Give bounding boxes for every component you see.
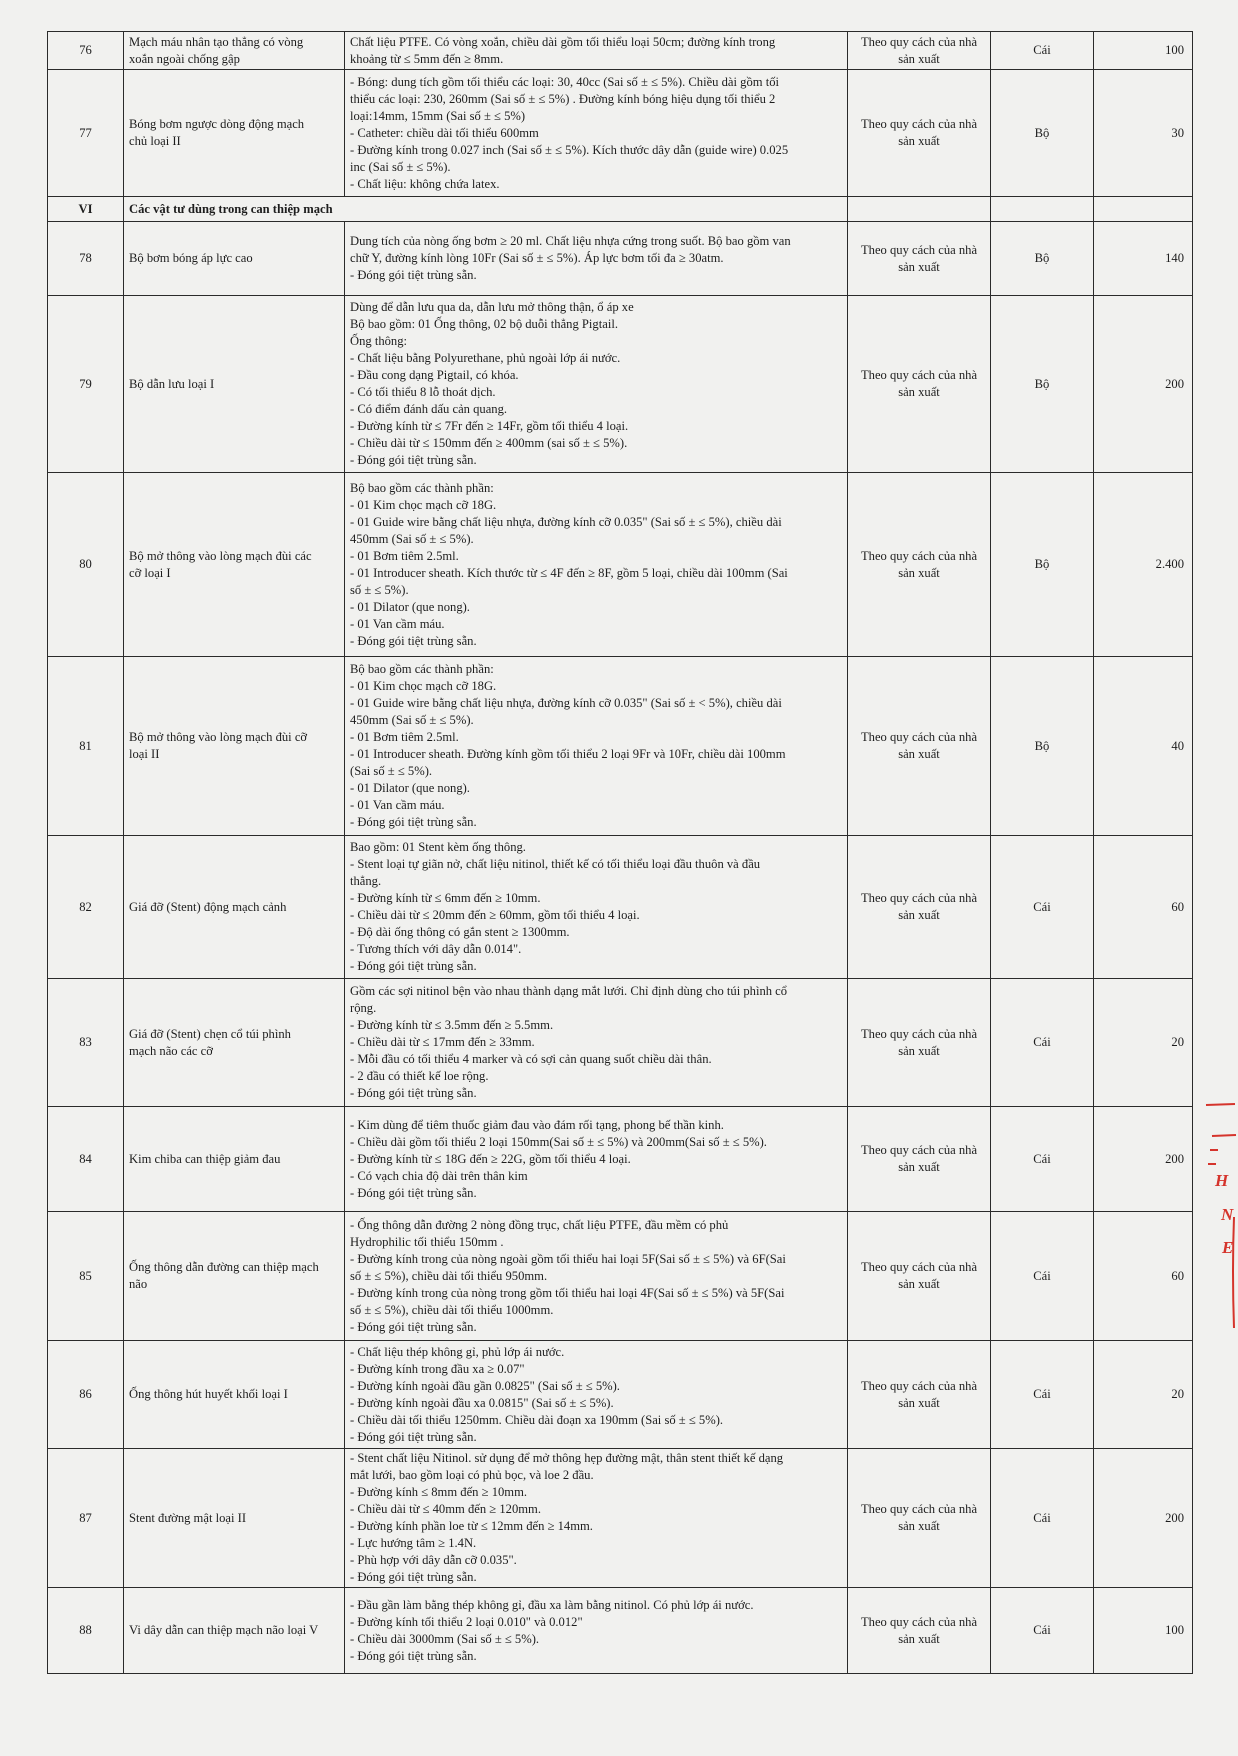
item-unit: Cái <box>991 1588 1094 1674</box>
item-number: 82 <box>48 836 124 979</box>
specification-line: - Chất liệu thép không gỉ, phủ lớp ái nước. <box>350 1344 565 1359</box>
item-name-line: Ống thông dẫn đường can thiệp mạch <box>129 1260 319 1274</box>
specification-line: - Phù hợp với dây dẫn cỡ 0.035". <box>350 1553 517 1567</box>
specification-line: - 01 Bơm tiêm 2.5ml. <box>350 548 459 563</box>
items-table-body <box>48 32 1193 1674</box>
specification-line: - Chiều dài 3000mm (Sai số ± ≤ 5%). <box>350 1631 540 1646</box>
manufacturer-spec-line: Theo quy cách của nhà <box>860 1502 978 1516</box>
specification-line: - Độ dài ống thông có gắn stent ≥ 1300mm. <box>350 925 570 939</box>
item-unit: Bộ <box>991 657 1094 836</box>
manufacturer-spec-line: sản xuất <box>898 1277 940 1291</box>
item-specification <box>345 473 848 657</box>
item-quantity: 100 <box>1094 1588 1193 1674</box>
item-name <box>124 296 345 473</box>
item-specification <box>345 70 848 197</box>
specification-line: - Stent loại tự giãn nở, chất liệu nitinol, thiết kế có tối thiểu loại đầu thuôn và đầu <box>350 857 761 871</box>
table-row <box>48 1588 1193 1674</box>
specification-line: - Đường kính từ ≤ 18G đến ≥ 22G, gồm tối thiểu 4 loại. <box>350 1151 631 1166</box>
table-row <box>48 836 1193 979</box>
item-specification <box>345 32 848 70</box>
item-name <box>124 70 345 197</box>
manufacturer-spec-line: Theo quy cách của nhà <box>860 242 978 257</box>
manufacturer-spec-line: sản xuất <box>898 1043 940 1058</box>
item-quantity: 60 <box>1094 1212 1193 1341</box>
specification-line: chữ Y, đường kính lòng 10Fr (Sai số ± ≤ 5%). Áp lực bơm tối đa ≥ 30atm. <box>350 251 724 265</box>
specification-line: - 01 Van cầm máu. <box>350 616 445 631</box>
specification-line: - Có tối thiểu 8 lỗ thoát dịch. <box>350 385 496 399</box>
specification-line: - Đường kính ngoài đầu xa 0.0815" (Sai số ± ≤ 5%). <box>350 1395 614 1410</box>
item-unit: Bộ <box>991 70 1094 197</box>
stamp-stroke <box>1212 1135 1236 1136</box>
item-name-line: Vi dây dẫn can thiệp mạch não loại V <box>129 1623 319 1637</box>
specification-line: số ± ≤ 5%), chiều dài tối thiểu 1000mm. <box>350 1302 554 1317</box>
item-quantity: 200 <box>1094 296 1193 473</box>
specification-line: - Đóng gói tiệt trùng sẵn. <box>350 1086 477 1100</box>
specification-line: - 01 Introducer sheath. Đường kính gồm tối thiểu 2 loại 9Fr và 10Fr, chiều dài 100mm <box>350 747 786 761</box>
table-row <box>48 222 1193 296</box>
item-specification <box>345 296 848 473</box>
specification-line: thẳng. <box>350 874 382 888</box>
item-number: 87 <box>48 1449 124 1588</box>
stamp-letter: N <box>1221 1205 1234 1224</box>
item-name-line: chủ loại II <box>129 134 181 148</box>
manufacturer-spec-line: Theo quy cách của nhà <box>860 548 978 563</box>
item-name <box>124 1449 345 1588</box>
item-specification <box>345 1212 848 1341</box>
manufacturer-spec-line: sản xuất <box>898 1395 940 1410</box>
specification-line: 450mm (Sai số ± ≤ 5%). <box>350 713 474 727</box>
specification-line: - Đầu gần làm bằng thép không gỉ, đầu xa làm bằng nitinol. Có phủ lớp ái nước. <box>350 1597 754 1612</box>
specification-line: inc (Sai số ± ≤ 5%). <box>350 159 451 174</box>
manufacturer-spec-line: sản xuất <box>898 385 940 399</box>
item-name-line: Giá đỡ (Stent) chẹn cổ túi phình <box>129 1026 291 1041</box>
item-name-line: Ống thông hút huyết khối loại I <box>129 1387 288 1401</box>
specification-line: - 01 Guide wire bằng chất liệu nhựa, đường kính cỡ 0.035" (Sai số ± ≤ 5%), chiều dài <box>350 514 782 529</box>
item-quantity: 2.400 <box>1094 473 1193 657</box>
manufacturer-spec <box>848 1212 991 1341</box>
specification-line: Chất liệu PTFE. Có vòng xoắn, chiều dài gồm tối thiểu loại 50cm; đường kính trong <box>350 34 776 49</box>
specification-line: - Đường kính trong của nòng ngoài gồm tối thiểu hai loại 5F(Sai số ± ≤ 5%) và 6F(Sai <box>350 1251 786 1266</box>
item-name-line: loại II <box>129 747 160 761</box>
specification-line: Bộ bao gồm các thành phần: <box>350 662 494 676</box>
specification-line: - Đóng gói tiệt trùng sẵn. <box>350 1570 477 1584</box>
specification-line: Bộ bao gồm: 01 Ống thông, 02 bộ duỗi thẳng Pigtail. <box>350 317 618 331</box>
specification-line: - Có điểm đánh dấu cản quang. <box>350 402 508 416</box>
specification-line: - 01 Guide wire bằng chất liệu nhựa, đường kính cỡ 0.035" (Sai số ± < 5%), chiều dài <box>350 696 782 710</box>
item-number: 88 <box>48 1588 124 1674</box>
specification-line: - Chất liệu bằng Polyurethane, phủ ngoài lớp ái nước. <box>350 351 621 365</box>
specification-line: - Đóng gói tiệt trùng sẵn. <box>350 815 477 829</box>
specification-line: rộng. <box>350 1001 377 1015</box>
specification-line: - Đường kính trong 0.027 inch (Sai số ± ≤ 5%). Kích thước dây dẫn (guide wire) 0.025 <box>350 142 789 157</box>
manufacturer-spec-line: Theo quy cách của nhà <box>860 730 978 744</box>
item-specification <box>345 1341 848 1449</box>
item-unit: Cái <box>991 1449 1094 1588</box>
item-name-line: Giá đỡ (Stent) động mạch cảnh <box>129 899 287 914</box>
item-unit: Cái <box>991 1212 1094 1341</box>
item-specification <box>345 1449 848 1588</box>
item-unit: Bộ <box>991 296 1094 473</box>
table-row <box>48 657 1193 836</box>
table-row <box>48 1212 1193 1341</box>
red-stamp-fragment <box>1198 1090 1238 1340</box>
item-name-line: Stent đường mật loại II <box>129 1510 247 1525</box>
item-name-line: Bộ bơm bóng áp lực cao <box>129 251 253 265</box>
item-name <box>124 473 345 657</box>
specification-line: Ống thông: <box>350 334 408 348</box>
item-number: 80 <box>48 473 124 657</box>
manufacturer-spec-line: sản xuất <box>898 747 940 761</box>
item-number: 78 <box>48 222 124 296</box>
specification-line: (Sai số ± ≤ 5%). <box>350 764 433 778</box>
specification-line: - Đóng gói tiệt trùng sẵn. <box>350 453 477 467</box>
manufacturer-spec <box>848 473 991 657</box>
specification-line: Dùng để dẫn lưu qua da, dẫn lưu mở thông thận, ổ áp xe <box>350 300 634 314</box>
manufacturer-spec <box>848 979 991 1107</box>
item-specification <box>345 1107 848 1212</box>
manufacturer-spec-line: Theo quy cách của nhà <box>860 1260 978 1274</box>
manufacturer-spec-line: sản xuất <box>898 1519 940 1533</box>
item-quantity: 20 <box>1094 1341 1193 1449</box>
specification-line: - 01 Van cầm máu. <box>350 798 445 812</box>
manufacturer-spec-line: sản xuất <box>898 51 940 66</box>
specification-line: - Đóng gói tiệt trùng sẵn. <box>350 1185 477 1200</box>
item-name <box>124 1212 345 1341</box>
item-quantity: 60 <box>1094 836 1193 979</box>
specification-line: - Chiều dài gồm tối thiểu 2 loại 150mm(Sai số ± ≤ 5%) và 200mm(Sai số ± ≤ 5%). <box>350 1134 767 1149</box>
item-number: 76 <box>48 32 124 70</box>
item-name-line: Bộ dẫn lưu loại I <box>129 376 215 391</box>
table-row <box>48 296 1193 473</box>
specification-line: - Đường kính phần loe từ ≤ 12mm đến ≥ 14mm. <box>350 1519 593 1533</box>
item-name <box>124 1341 345 1449</box>
manufacturer-spec <box>848 70 991 197</box>
item-name-line: não <box>129 1277 148 1291</box>
item-name <box>124 1107 345 1212</box>
item-specification <box>345 657 848 836</box>
empty-cell <box>848 197 991 222</box>
item-quantity: 140 <box>1094 222 1193 296</box>
item-name-line: Bộ mở thông vào lòng mạch đùi các <box>129 548 312 563</box>
item-unit: Cái <box>991 979 1094 1107</box>
specification-line: - Mỗi đầu có tối thiểu 4 marker và có sợi cản quang suốt chiều dài thân. <box>350 1052 712 1066</box>
specification-line: - 01 Dilator (que nong). <box>350 781 470 795</box>
section-title: Các vật tư dùng trong can thiệp mạch <box>124 197 848 222</box>
item-number: 77 <box>48 70 124 197</box>
specification-line: thiểu các loại: 230, 260mm (Sai số ± ≤ 5%) . Đường kính bóng hiệu dụng tối thiểu 2 <box>350 91 776 106</box>
specification-line: - Catheter: chiều dài tối thiểu 600mm <box>350 125 539 140</box>
table-row <box>48 70 1193 197</box>
specification-line: - 2 đầu có thiết kế loe rộng. <box>350 1069 489 1083</box>
specification-line: Hydrophilic tối thiểu 150mm . <box>350 1234 504 1249</box>
item-name-line: cỡ loại I <box>129 565 171 580</box>
specification-line: - Đường kính ≤ 8mm đến ≥ 10mm. <box>350 1485 528 1499</box>
items-table <box>47 31 1193 1674</box>
manufacturer-spec <box>848 32 991 70</box>
manufacturer-spec-line: sản xuất <box>898 908 940 922</box>
item-number: 81 <box>48 657 124 836</box>
manufacturer-spec <box>848 836 991 979</box>
item-unit: Bộ <box>991 473 1094 657</box>
manufacturer-spec-line: Theo quy cách của nhà <box>860 1143 978 1157</box>
specification-line: - Đường kính ngoài đầu gần 0.0825" (Sai số ± ≤ 5%). <box>350 1378 620 1393</box>
table-row <box>48 1107 1193 1212</box>
specification-line: - Tương thích với dây dẫn 0.014". <box>350 942 522 956</box>
table-row <box>48 1341 1193 1449</box>
section-row <box>48 197 1193 222</box>
item-quantity: 30 <box>1094 70 1193 197</box>
item-quantity: 40 <box>1094 657 1193 836</box>
empty-cell <box>991 197 1094 222</box>
manufacturer-spec-line: Theo quy cách của nhà <box>860 1026 978 1041</box>
item-unit: Cái <box>991 836 1094 979</box>
item-name <box>124 836 345 979</box>
specification-line: - Stent chất liệu Nitinol. sử dụng để mở thông hẹp đường mật, thân stent thiết kế dạng <box>350 1451 784 1465</box>
specification-line: loại:14mm, 15mm (Sai số ± ≤ 5%) <box>350 108 526 123</box>
specification-line: - Đường kính từ ≤ 3.5mm đến ≥ 5.5mm. <box>350 1018 554 1032</box>
item-specification <box>345 222 848 296</box>
specification-line: khoảng từ ≤ 5mm đến ≥ 8mm. <box>350 51 504 66</box>
specification-line: - Đóng gói tiệt trùng sẵn. <box>350 633 477 648</box>
item-number: 86 <box>48 1341 124 1449</box>
item-specification <box>345 1588 848 1674</box>
manufacturer-spec <box>848 1341 991 1449</box>
item-number: 83 <box>48 979 124 1107</box>
specification-line: - Chiều dài từ ≤ 150mm đến ≥ 400mm (sai số ± ≤ 5%). <box>350 436 628 450</box>
specification-line: - Lực hướng tâm ≥ 1.4N. <box>350 1536 477 1550</box>
item-unit: Cái <box>991 32 1094 70</box>
item-unit: Cái <box>991 1107 1094 1212</box>
specification-line: - Đường kính trong của nòng trong gồm tối thiểu hai loại 4F(Sai số ± ≤ 5%) và 5F(Sai <box>350 1285 785 1300</box>
manufacturer-spec-line: Theo quy cách của nhà <box>860 1378 978 1393</box>
table-row <box>48 32 1193 70</box>
manufacturer-spec <box>848 1588 991 1674</box>
item-quantity: 100 <box>1094 32 1193 70</box>
item-name <box>124 657 345 836</box>
specification-line: - 01 Kim chọc mạch cỡ 18G. <box>350 497 497 512</box>
item-name <box>124 1588 345 1674</box>
specification-line: số ± ≤ 5%). <box>350 582 409 597</box>
stamp-stroke <box>1206 1104 1235 1105</box>
item-quantity: 200 <box>1094 1449 1193 1588</box>
specification-line: mắt lưới, bao gồm loại có phủ bọc, và loe 2 đầu. <box>350 1468 594 1482</box>
manufacturer-spec-line: Theo quy cách của nhà <box>860 117 978 131</box>
manufacturer-spec-line: sản xuất <box>898 565 940 580</box>
specification-line: - Đóng gói tiệt trùng sẵn. <box>350 268 477 282</box>
section-number: VI <box>48 197 124 222</box>
manufacturer-spec <box>848 1449 991 1588</box>
item-number: 85 <box>48 1212 124 1341</box>
item-specification <box>345 979 848 1107</box>
specification-line: - 01 Bơm tiêm 2.5ml. <box>350 730 459 744</box>
specification-line: - Chiều dài tối thiểu 1250mm. Chiều dài đoạn xa 190mm (Sai số ± ≤ 5%). <box>350 1412 724 1427</box>
manufacturer-spec-line: Theo quy cách của nhà <box>860 1614 978 1629</box>
specification-line: - Đóng gói tiệt trùng sẵn. <box>350 1648 477 1663</box>
specification-line: - Chiều dài từ ≤ 17mm đến ≥ 33mm. <box>350 1035 535 1049</box>
item-name <box>124 979 345 1107</box>
manufacturer-spec <box>848 296 991 473</box>
manufacturer-spec-line: Theo quy cách của nhà <box>860 368 978 382</box>
specification-line: - Đường kính từ ≤ 6mm đến ≥ 10mm. <box>350 891 541 905</box>
item-number: 84 <box>48 1107 124 1212</box>
item-name-line: Kim chiba can thiệp giảm đau <box>129 1151 281 1166</box>
stamp-stroke <box>1233 1217 1234 1328</box>
specification-line: - Đóng gói tiệt trùng sẵn. <box>350 1429 477 1444</box>
item-name-line: mạch não các cỡ <box>129 1043 213 1058</box>
manufacturer-spec-line: sản xuất <box>898 134 940 148</box>
specification-line: - Đóng gói tiệt trùng sẵn. <box>350 1319 477 1334</box>
stamp-letter: H <box>1215 1171 1229 1190</box>
specification-line: - Chất liệu: không chứa latex. <box>350 176 500 191</box>
specification-line: Gồm các sợi nitinol bện vào nhau thành dạng mắt lưới. Chỉ định dùng cho túi phình cổ <box>350 984 788 998</box>
manufacturer-spec-line: sản xuất <box>898 1631 940 1646</box>
item-name-line: Mạch máu nhân tạo thẳng có vòng <box>129 34 304 49</box>
item-unit: Cái <box>991 1341 1094 1449</box>
specification-line: - Đường kính tối thiểu 2 loại 0.010" và 0.012" <box>350 1614 583 1629</box>
manufacturer-spec <box>848 657 991 836</box>
specification-line: - 01 Dilator (que nong). <box>350 599 470 614</box>
item-quantity: 200 <box>1094 1107 1193 1212</box>
item-name-line: Bóng bơm ngược dòng động mạch <box>129 117 305 131</box>
specification-line: - Chiều dài từ ≤ 40mm đến ≥ 120mm. <box>350 1502 541 1516</box>
specification-line: số ± ≤ 5%), chiều dài tối thiểu 950mm. <box>350 1268 548 1283</box>
specification-line: 450mm (Sai số ± ≤ 5%). <box>350 531 474 546</box>
specification-line: - 01 Introducer sheath. Kích thước từ ≤ 4F đến ≥ 8F, gồm 5 loại, chiều dài 100mm (Sai <box>350 565 788 580</box>
specification-line: Bộ bao gồm các thành phần: <box>350 480 494 495</box>
specification-line: - Có vạch chia độ dài trên thân kim <box>350 1168 528 1183</box>
item-specification <box>345 836 848 979</box>
specification-line: - Đường kính trong đầu xa ≥ 0.07" <box>350 1361 525 1376</box>
manufacturer-spec-line: Theo quy cách của nhà <box>860 891 978 905</box>
manufacturer-spec-line: sản xuất <box>898 1160 940 1174</box>
specification-line: Bao gồm: 01 Stent kèm ống thông. <box>350 840 526 854</box>
item-name-line: xoắn ngoài chống gập <box>129 51 240 66</box>
specification-line: - Đóng gói tiệt trùng sẵn. <box>350 959 477 973</box>
manufacturer-spec <box>848 222 991 296</box>
specification-line: - Kim dùng để tiêm thuốc giảm đau vào đám rối tạng, phong bế thần kinh. <box>350 1117 724 1132</box>
item-name <box>124 32 345 70</box>
stamp-letter: E <box>1222 1238 1234 1257</box>
specification-line: - Ống thông dẫn đường 2 nòng đồng trục, chất liệu PTFE, đầu mềm có phủ <box>350 1217 729 1232</box>
specification-line: - Đường kính từ ≤ 7Fr đến ≥ 14Fr, gồm tối thiểu 4 loại. <box>350 419 629 433</box>
specification-line: - Bóng: dung tích gồm tối thiểu các loại: 30, 40cc (Sai số ± ≤ 5%). Chiều dài gồm tối <box>350 74 779 89</box>
empty-cell <box>1094 197 1193 222</box>
item-unit: Bộ <box>991 222 1094 296</box>
table-row <box>48 1449 1193 1588</box>
manufacturer-spec-line: Theo quy cách của nhà <box>860 34 978 49</box>
specification-line: Dung tích của nòng ống bơm ≥ 20 ml. Chất liệu nhựa cứng trong suốt. Bộ bao gồm van <box>350 234 791 248</box>
specification-line: - 01 Kim chọc mạch cỡ 18G. <box>350 679 497 693</box>
specification-line: - Đầu cong dạng Pigtail, có khóa. <box>350 368 519 382</box>
table-row <box>48 979 1193 1107</box>
manufacturer-spec <box>848 1107 991 1212</box>
item-name <box>124 222 345 296</box>
item-name-line: Bộ mở thông vào lòng mạch đùi cỡ <box>129 730 308 744</box>
specification-line: - Chiều dài từ ≤ 20mm đến ≥ 60mm, gồm tối thiểu 4 loại. <box>350 908 640 922</box>
item-number: 79 <box>48 296 124 473</box>
table-row <box>48 473 1193 657</box>
manufacturer-spec-line: sản xuất <box>898 259 940 274</box>
item-quantity: 20 <box>1094 979 1193 1107</box>
